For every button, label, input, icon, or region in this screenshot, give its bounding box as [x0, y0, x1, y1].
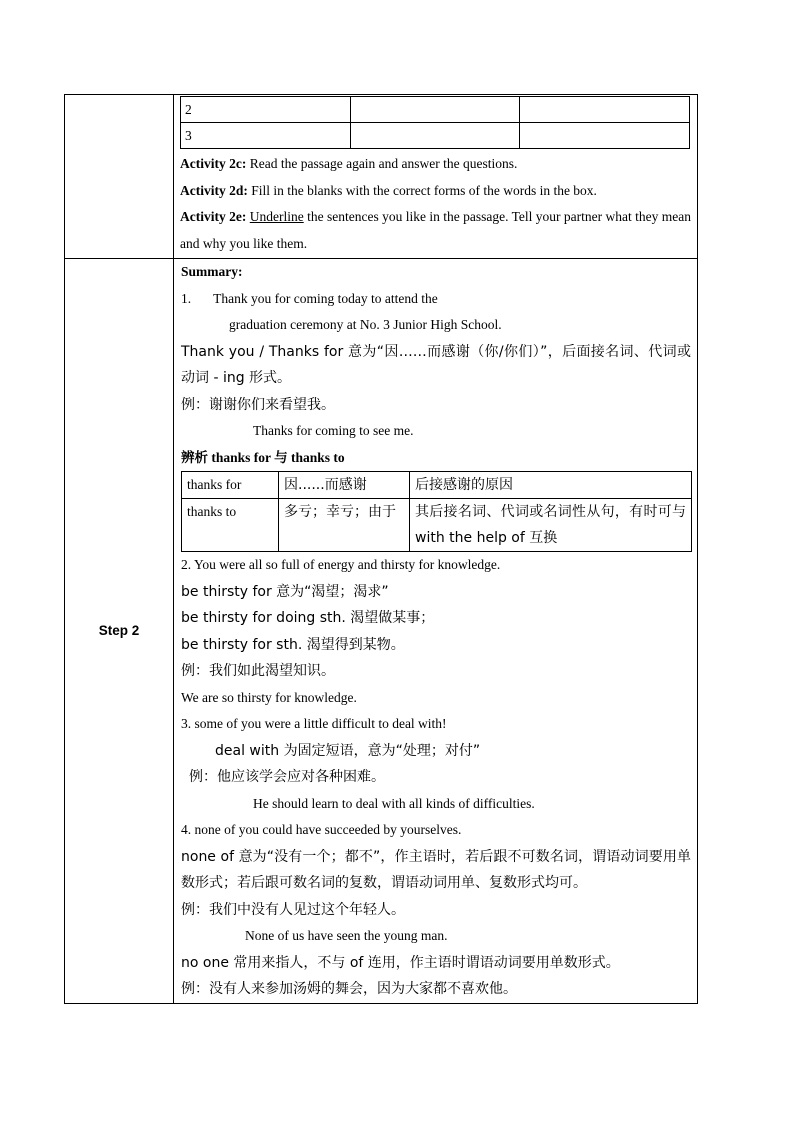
table-cell: [520, 123, 690, 149]
item4-line2: no one 常用来指人，不与 of 连用，作主语时谓语动词要用单数形式。: [181, 954, 620, 971]
item4-example-en: None of us have seen the young man.: [245, 928, 448, 943]
item1-line1: 1. Thank you for coming today to attend the: [181, 290, 438, 306]
activity-2c: Activity 2c: Read the passage again and answer the questions.: [180, 156, 518, 171]
item2-title: 2. You were all so full of energy and thirsty for knowledge.: [181, 557, 501, 572]
table-cell: 其后接名词、代词或名词性从句，有时可与 with the help of 互换: [410, 499, 692, 552]
table-row: [181, 97, 690, 123]
activity-cell: [174, 95, 698, 259]
item3-example-en: He should learn to deal with all kinds of difficulties.: [253, 795, 535, 811]
table-cell: [520, 97, 690, 123]
table-cell: thanks to: [182, 499, 279, 552]
lesson-table: [64, 94, 698, 1004]
item1-example-cn: 例：谢谢你们来看望我。: [181, 396, 335, 413]
activity-2e: Activity 2e: Underline the sentences you like in the passage. Tell your partner what they mean and why you like them.: [180, 209, 691, 251]
table-row: [182, 472, 692, 499]
table-cell: [350, 97, 520, 123]
activity-2d: Activity 2d: Fill in the blanks with the correct forms of the words in the box.: [180, 182, 597, 198]
table-cell: thanks for: [182, 472, 279, 499]
item2-example-cn: 例：我们如此渴望知识。: [181, 663, 335, 679]
item4-example2-cn: 例：没有人来参加汤姆的舞会，因为大家都不喜欢他。: [181, 981, 517, 997]
summary-title: Summary:: [181, 264, 243, 279]
step-label: Step 2: [65, 259, 174, 1004]
row-number: 2: [181, 97, 351, 123]
summary-cell: [174, 259, 698, 1004]
table-cell: 后接感谢的原因: [410, 472, 692, 499]
item3-title: 3. some of you were a little difficult to deal with!: [181, 716, 447, 731]
table-cell: 因......而感谢: [279, 472, 410, 499]
table-row: [181, 123, 690, 149]
item2-example-en: We are so thirsty for knowledge.: [181, 689, 357, 705]
compare-table: [181, 471, 692, 552]
item2-line2: be thirsty for doing sth. 渴望做某事；: [181, 610, 435, 626]
item3-line1: deal with 为固定短语，意为“处理；对付”: [215, 742, 481, 759]
row-number: 3: [181, 123, 351, 149]
item1-explanation: Thank you / Thanks for 意为“因……而感谢（你/你们）”，后面接名词、代词或动词 - ing 形式。: [181, 343, 691, 386]
item3-example-cn: 例：他应该学会应对各种困难。: [189, 769, 385, 785]
step1-cell: [65, 95, 174, 259]
item2-line1: be thirsty for 意为“渴望；渴求”: [181, 583, 389, 600]
item4-explanation: none of 意为“没有一个；都不”，作主语时，若后跟不可数名词，谓语动词要用单数形式；若后跟可数名词的复数，谓语动词用单、复数形式均可。: [181, 848, 691, 891]
table-row: [182, 499, 692, 552]
answer-table: [180, 96, 690, 149]
item1-example-en: Thanks for coming to see me.: [253, 423, 414, 438]
item4-title: 4. none of you could have succeeded by yourselves.: [181, 822, 462, 837]
table-cell: [350, 123, 520, 149]
item1-line2: graduation ceremony at No. 3 Junior High School.: [229, 317, 502, 332]
compare-heading: 辨析 thanks for 与 thanks to: [181, 449, 345, 465]
item2-line3: be thirsty for sth. 渴望得到某物。: [181, 636, 405, 653]
table-cell: 多亏；幸亏；由于: [279, 499, 410, 552]
item4-example-cn: 例：我们中没有人见过这个年轻人。: [181, 901, 405, 918]
